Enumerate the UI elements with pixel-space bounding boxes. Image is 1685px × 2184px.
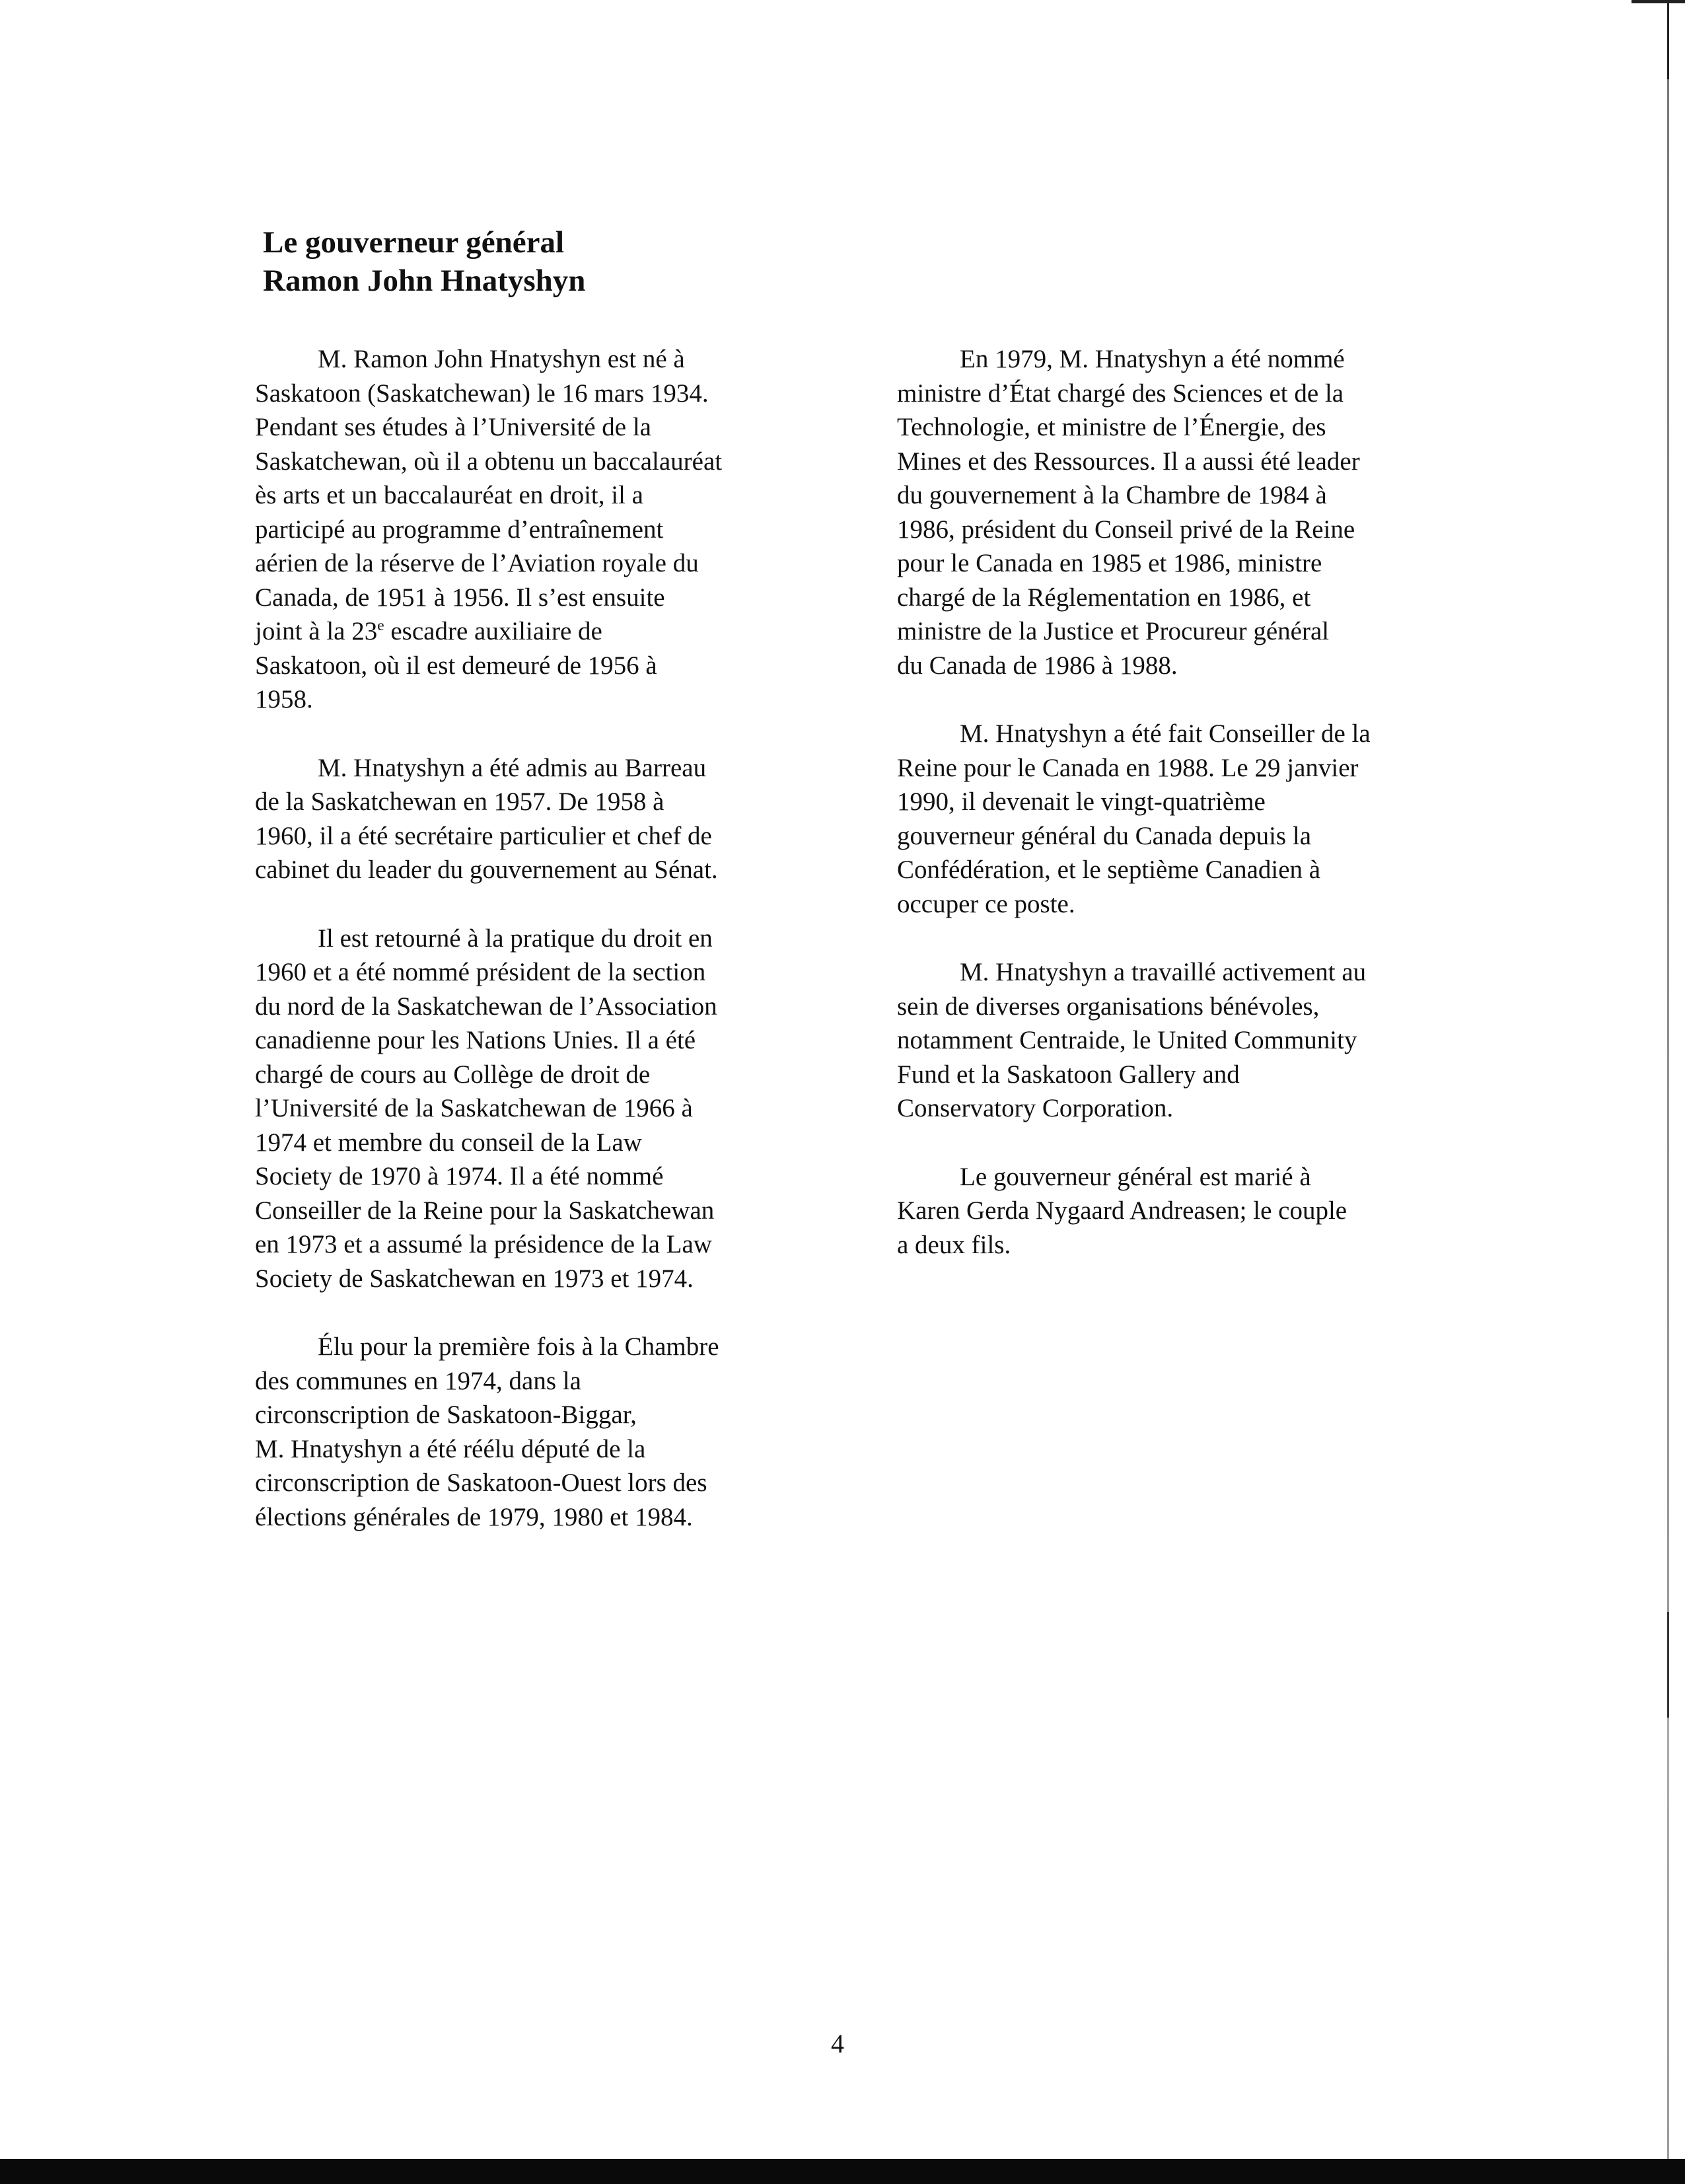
line-text: en 1973 et a assumé la présidence de la Law	[255, 1230, 712, 1258]
text-line	[255, 614, 803, 649]
line-text: joint à la 23	[255, 617, 378, 645]
line-text: 1990, il devenait le vingt-quatrième	[897, 787, 1266, 816]
line-text: ministre de la Justice et Procureur général	[897, 617, 1330, 645]
line-text: de la Saskatchewan en 1957. De 1958 à	[255, 787, 664, 816]
text-line	[897, 990, 1478, 1024]
text-line	[897, 546, 1478, 581]
text-line	[897, 614, 1478, 649]
line-text: canadienne pour les Nations Unies. Il a été	[255, 1026, 696, 1054]
left-column	[255, 342, 803, 1568]
line-text: Fund et la Saskatoon Gallery and	[897, 1060, 1240, 1089]
paragraph	[897, 955, 1478, 1126]
line-text: aérien de la réserve de l’Aviation royale du	[255, 549, 699, 577]
text-line	[897, 853, 1478, 887]
text-line	[255, 1091, 803, 1126]
text-line	[255, 377, 803, 411]
line-text: Society de 1970 à 1974. Il a été nommé	[255, 1162, 664, 1190]
paragraph	[897, 717, 1478, 921]
text-line	[255, 955, 803, 990]
text-line	[897, 581, 1478, 615]
line-text: Saskatoon (Saskatchewan) le 16 mars 1934.	[255, 379, 709, 408]
text-line	[897, 513, 1478, 547]
text-line	[897, 1194, 1478, 1228]
title-line-1: Le gouverneur général	[263, 225, 565, 260]
line-text: chargé de cours au Collège de droit de	[255, 1060, 651, 1089]
line-text: Reine pour le Canada en 1988. Le 29 janvier	[897, 753, 1359, 782]
paragraph	[897, 1160, 1478, 1262]
line-text: pour le Canada en 1985 et 1986, ministre	[897, 549, 1322, 577]
text-line	[255, 1364, 803, 1399]
line-text: notamment Centraide, le United Community	[897, 1026, 1357, 1054]
text-line	[897, 342, 1478, 377]
text-line	[255, 1398, 803, 1432]
text-line	[255, 1058, 803, 1092]
line-text: M. Ramon John Hnatyshyn est né à	[318, 345, 685, 373]
text-line	[255, 513, 803, 547]
text-line	[255, 990, 803, 1024]
line-text: cabinet du leader du gouvernement au Sénat.	[255, 855, 718, 884]
line-text: ministre d’État chargé des Sciences et de la	[897, 379, 1344, 408]
text-line	[897, 1160, 1478, 1194]
text-line	[255, 1466, 803, 1500]
line-text: M. Hnatyshyn a travaillé activement au	[960, 958, 1367, 986]
text-line	[255, 1023, 803, 1058]
line-text: Saskatoon, où il est demeuré de 1956 à	[255, 651, 657, 680]
text-line	[255, 1500, 803, 1535]
line-text: Conservatory Corporation.	[897, 1094, 1174, 1122]
line-text: circonscription de Saskatoon-Ouest lors des	[255, 1469, 707, 1497]
text-line	[897, 649, 1478, 683]
line-text: gouverneur général du Canada depuis la	[897, 821, 1312, 850]
text-line	[255, 1194, 803, 1228]
text-line	[897, 478, 1478, 513]
paragraph	[255, 1330, 803, 1534]
text-line	[255, 1262, 803, 1296]
text-line	[255, 785, 803, 819]
text-line	[255, 546, 803, 581]
text-line	[255, 682, 803, 717]
text-line	[897, 445, 1478, 479]
text-line	[897, 955, 1478, 990]
line-text: l’Université de la Saskatchewan de 1966 à	[255, 1094, 693, 1122]
line-text: a deux fils.	[897, 1230, 1011, 1259]
text-line	[255, 410, 803, 445]
text-line	[897, 819, 1478, 854]
line-text: Saskatchewan, où il a obtenu un baccalauréat	[255, 447, 723, 476]
line-text: Technologie, et ministre de l’Énergie, des	[897, 413, 1326, 441]
text-line	[255, 1227, 803, 1262]
line-text: Conseiller de la Reine pour la Saskatchewan	[255, 1196, 715, 1225]
line-text: du Canada de 1986 à 1988.	[897, 651, 1178, 680]
text-line	[897, 1228, 1478, 1262]
paragraph	[255, 922, 803, 1296]
text-line	[897, 887, 1478, 922]
line-text: Mines et des Ressources. Il a aussi été leader	[897, 447, 1360, 476]
text-line	[255, 819, 803, 854]
paragraph	[897, 342, 1478, 682]
paragraph	[255, 342, 803, 717]
text-line	[897, 377, 1478, 411]
title-line-2: Ramon John Hnatyshyn	[263, 264, 586, 298]
scan-edge-mark	[1631, 0, 1685, 3]
line-text: M. Hnatyshyn a été fait Conseiller de la	[960, 719, 1371, 748]
line-text: Karen Gerda Nygaard Andreasen; le couple	[897, 1196, 1347, 1225]
text-line	[255, 922, 803, 956]
line-text: des communes en 1974, dans la	[255, 1366, 581, 1395]
line-text: Society de Saskatchewan en 1973 et 1974.	[255, 1264, 694, 1293]
text-line	[255, 853, 803, 887]
line-text: 1974 et membre du conseil de la Law	[255, 1128, 642, 1157]
line-text: M. Hnatyshyn a été réélu député de la	[255, 1434, 646, 1463]
line-text: circonscription de Saskatoon-Biggar,	[255, 1401, 637, 1429]
right-column	[897, 342, 1478, 1296]
line-text: sein de diverses organisations bénévoles,	[897, 992, 1320, 1021]
text-line	[255, 751, 803, 785]
line-text: 1960 et a été nommé président de la section	[255, 958, 706, 986]
line-text: Il est retourné à la pratique du droit en	[318, 924, 713, 953]
text-line	[255, 445, 803, 479]
text-line	[897, 1058, 1478, 1092]
scan-bottom-edge	[0, 2159, 1685, 2184]
text-line	[897, 717, 1478, 751]
line-text: Canada, de 1951 à 1956. Il s’est ensuite	[255, 583, 665, 612]
text-line	[255, 1432, 803, 1467]
text-line	[255, 478, 803, 513]
line-text: élections générales de 1979, 1980 et 1984.	[255, 1502, 693, 1531]
text-line	[255, 649, 803, 683]
text-line	[255, 1126, 803, 1160]
text-line	[255, 581, 803, 615]
line-text: En 1979, M. Hnatyshyn a été nommé	[960, 345, 1345, 373]
line-text-continued: escadre auxiliaire de	[384, 617, 602, 645]
line-text: Le gouverneur général est marié à	[960, 1162, 1311, 1191]
page-number: 4	[831, 2029, 844, 2058]
line-text: occuper ce poste.	[897, 889, 1075, 918]
line-text: Confédération, et le septième Canadien à	[897, 855, 1321, 884]
text-line	[897, 785, 1478, 819]
line-text: participé au programme d’entraînement	[255, 515, 664, 544]
line-text: 1960, il a été secrétaire particulier et chef de	[255, 821, 712, 850]
text-line	[255, 1330, 803, 1364]
line-text: ès arts et un baccalauréat en droit, il a	[255, 481, 643, 509]
line-text: chargé de la Réglementation en 1986, et	[897, 583, 1311, 612]
line-text: Élu pour la première fois à la Chambre	[318, 1332, 719, 1361]
text-line	[897, 1091, 1478, 1126]
line-text: Pendant ses études à l’Université de la	[255, 413, 651, 441]
paragraph	[255, 751, 803, 887]
line-text: 1986, président du Conseil privé de la Reine	[897, 515, 1355, 544]
page-title	[263, 223, 585, 300]
text-line	[897, 410, 1478, 445]
line-text: du nord de la Saskatchewan de l’Association	[255, 992, 717, 1021]
line-text: M. Hnatyshyn a été admis au Barreau	[318, 753, 707, 782]
text-line	[897, 751, 1478, 785]
text-line	[255, 1159, 803, 1194]
text-line	[897, 1023, 1478, 1058]
superscript: e	[377, 617, 384, 634]
line-text: du gouvernement à la Chambre de 1984 à	[897, 481, 1327, 509]
scan-edge-line	[1667, 0, 1669, 2173]
line-text: 1958.	[255, 685, 313, 713]
text-line	[255, 342, 803, 377]
